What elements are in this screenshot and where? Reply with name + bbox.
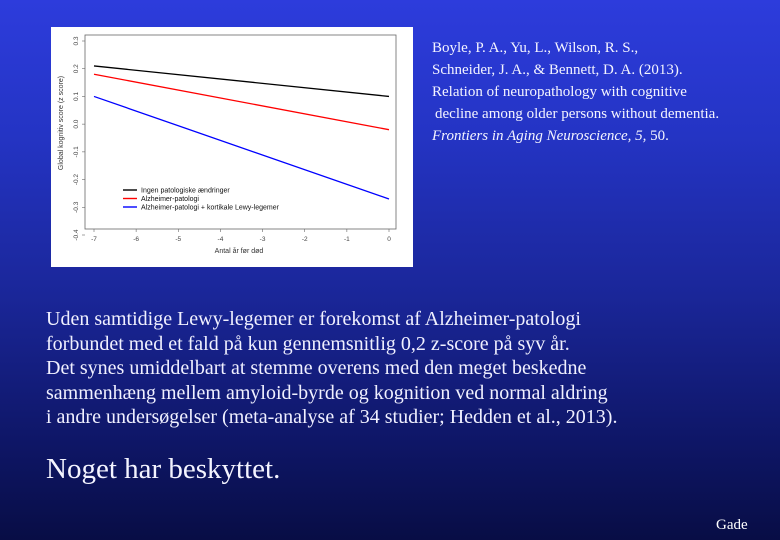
y-tick-label: 0.2 (73, 64, 80, 74)
body-paragraph (46, 307, 766, 430)
body-line: sammenhæng mellem amyloid-byrde og kognition ved normal aldring (46, 381, 608, 404)
series-line (94, 96, 389, 199)
line-chart (51, 27, 413, 267)
plot-frame (85, 35, 396, 229)
y-tick-label: 0.1 (73, 91, 80, 101)
x-axis-label: Antal år før død (214, 248, 264, 255)
y-tick-label: -0.1 (73, 146, 80, 158)
study-figure (51, 27, 413, 267)
reference-line: Boyle, P. A., Yu, L., Wilson, R. S., (432, 40, 639, 56)
x-tick-label: 0 (387, 236, 391, 243)
legend-label: Alzheimer-patologi (141, 196, 199, 203)
series-line (94, 66, 389, 96)
reference-line: Relation of neuropathology with cognitive (432, 84, 687, 100)
x-tick-label: -5 (175, 236, 182, 243)
y-tick-label: 0.0 (73, 119, 80, 129)
series-line (94, 74, 389, 129)
reference-journal: Frontiers in Aging Neuroscience, 5, (432, 128, 647, 144)
x-tick-label: -4 (217, 236, 224, 243)
x-tick-label: -7 (91, 236, 97, 243)
reference-citation (432, 37, 777, 147)
y-axis-label: Global kognitiv score (z score) (58, 75, 65, 171)
x-tick-label: -1 (343, 236, 350, 243)
y-tick-label: -0.4 (73, 229, 80, 241)
y-tick-label: -0.2 (73, 173, 80, 186)
x-tick-label: -2 (301, 236, 308, 243)
legend-label: Alzheimer-patologi + kortikale Lewy-legemer (141, 204, 279, 212)
author-name: Gade (716, 517, 748, 533)
body-line: i andre undersøgelser (meta-analyse af 34 studier; Hedden et al., 2013). (46, 406, 618, 429)
x-tick-label: -6 (133, 236, 140, 243)
reference-line: Schneider, J. A., & Bennett, D. A. (2013). (432, 62, 683, 78)
y-tick-label: 0.3 (73, 36, 80, 46)
body-line: Uden samtidige Lewy-legemer er forekomst af Alzheimer-patologi (46, 308, 581, 330)
reference-pages: 50. (650, 128, 669, 144)
reference-line: decline among older persons without dementia. (435, 106, 720, 122)
conclusion-statement: Noget har beskyttet. (46, 453, 281, 485)
y-tick-label: -0.3 (73, 201, 80, 213)
x-tick-label: -3 (259, 236, 266, 243)
body-line: forbundet med et fald på kun gennemsnitlig 0,2 z-score på syv år. (46, 332, 570, 355)
body-line: Det synes umiddelbart at stemme overens med den meget beskedne (46, 357, 587, 380)
legend-label: Ingen patologiske ændringer (141, 187, 230, 195)
